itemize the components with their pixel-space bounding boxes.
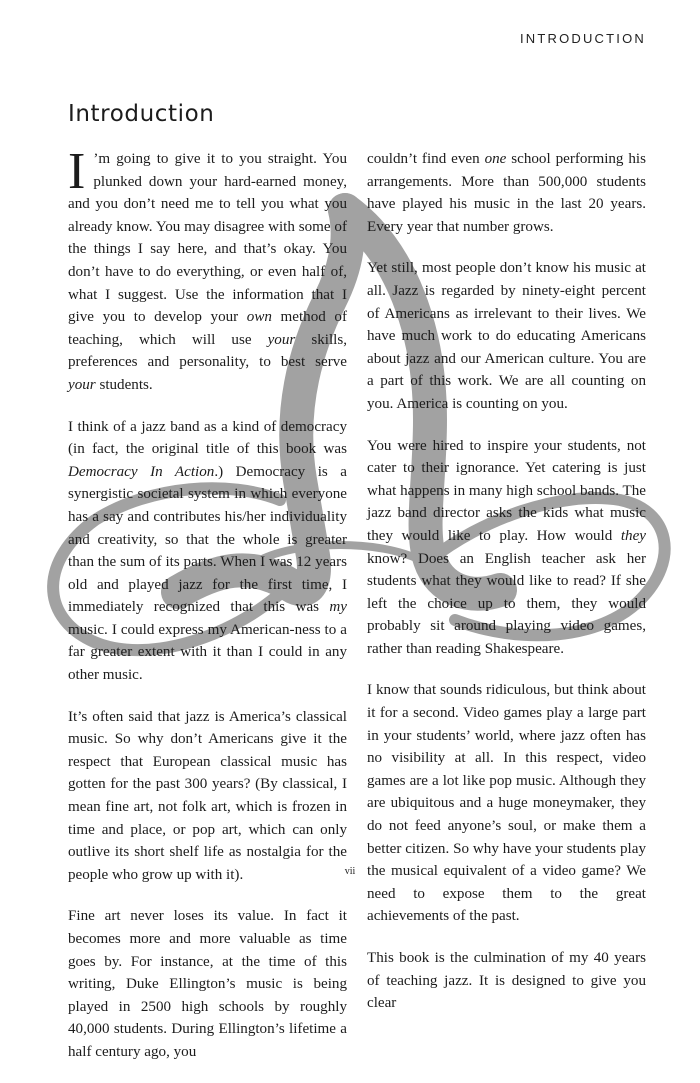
paragraph: I ’m going to give it to you straight. You plunked down your hard-earned money, and you don’t need me to tell you what you already know. You may disagree with some of the things I say here, and that’s okay. You don’t have to do everything, or even half of, what I suggest. Use the information that I give you to develop your own method of teaching, which will use your skills, preferences and personality, to best serve your students. [68, 143, 347, 393]
paragraph: Fine art never loses its value. In fact it becomes more and more valuable as time goes by. For instance, at the time of this writing, Duke Ellington’s music is being played in 2500 high schools by roughly 40,000 students. During Ellington’s lifetime a half century ago, you [68, 908, 347, 1060]
left-column [68, 143, 347, 1083]
paragraph: Yet still, most people don’t know his music at all. Jazz is regarded by ninety-eight percent of Americans as irrelevant to their lives. We have much work to do educating Americans about jazz and our American culture. You are a part of this work. We are all counting on you. America is counting on you. [367, 260, 646, 412]
paragraph: You were hired to inspire your students, not cater to their ignorance. Yet catering is just what happens in many high school bands. The jazz band director asks the kids what music they would like to play. How would they know? Does an English teacher ask her students what they would like to read? If she left the choice up to them, they would probably sit around playing video games, rather than reading Shakespeare. [367, 437, 646, 657]
right-column [367, 148, 646, 1034]
paragraph: This book is the culmination of my 40 years of teaching jazz. It is designed to give you clear [367, 950, 646, 1012]
paragraph: It’s often said that jazz is America’s classical music. So why don’t Americans give it the respect that European classical music has gotten for the past 300 years? (By classical, I mean fine art, not folk art, which is frozen in time and place, or pop art, which can only outlive its short shelf life as nostalgia for the people who grow up with it). [68, 708, 347, 883]
paragraph: I know that sounds ridiculous, but think about it for a second. Video games play a large part in your students’ world, where jazz often has no visibility at all. In this respect, video games are a lot like pop music. Although they are ubiquitous and a huge moneymaker, they do not feed anyone’s soul, or make them a better citizen. So why have your students play the musical equivalent of a video game? We need to expose them to the great achievements of the past. [367, 682, 646, 925]
running-head: INTRODUCTION [519, 31, 646, 46]
page-number: vii [344, 866, 356, 877]
drop-cap: I [68, 143, 86, 200]
paragraph: I think of a jazz band as a kind of democracy (in fact, the original title of this book was Democracy In Action.) Democracy is a synergistic societal system in which everyone has a say and contributes his/her individuality and creativity, so that the whole is greater than the sum of its parts. When I was 12 years old and played jazz for the first time, I immediately recognized that this was my music. I could express my American-ness to a far greater extent with it than I could in any other music. [68, 418, 347, 684]
paragraph: couldn’t find even one school performing his arrangements. More than 500,000 students have played his music in the last 20 years. Every year that number grows. [367, 151, 646, 235]
page-title: Introduction [68, 101, 215, 127]
